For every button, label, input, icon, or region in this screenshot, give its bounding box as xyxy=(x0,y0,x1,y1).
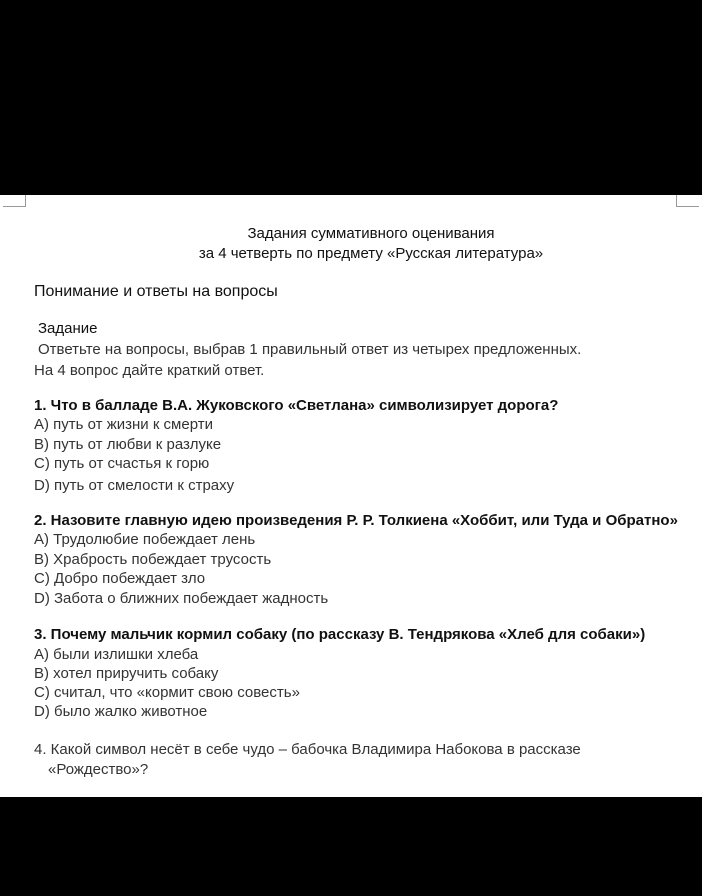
question-4-line2: «Рождество»? xyxy=(48,761,149,778)
question-1-option-b: B) путь от любви к разлуке xyxy=(34,436,222,453)
question-2: 2. Назовите главную идею произведения Р. Р. Толкиена «Хоббит, или Туда и Обратно» xyxy=(34,512,678,529)
question-1-option-c: C) путь от счастья к горю xyxy=(34,455,210,472)
question-3: 3. Почему мальчик кормил собаку (по рассказу В. Тендрякова «Хлеб для собаки») xyxy=(34,626,646,643)
instruction-line1: Ответьте на вопросы, выбрав 1 правильный ответ из четырех предложенных. xyxy=(38,341,582,358)
question-2-option-d: D) Забота о ближних побеждает жадность xyxy=(34,590,329,607)
document-title-line2: за 4 четверть по предмету «Русская литература» xyxy=(198,245,544,262)
question-1-option-d: D) путь от смелости к страху xyxy=(34,477,235,494)
question-3-option-b: B) хотел приручить собаку xyxy=(34,665,219,682)
page-corner-mark-left xyxy=(3,195,26,207)
question-4-line1: 4. Какой символ несёт в себе чудо – бабочка Владимира Набокова в рассказе xyxy=(34,741,581,758)
question-2-option-c: C) Добро побеждает зло xyxy=(34,570,206,587)
instruction-line2: На 4 вопрос дайте краткий ответ. xyxy=(34,362,265,379)
question-1-option-a: A) путь от жизни к смерти xyxy=(34,416,213,433)
question-3-option-c: C) считал, что «кормит свою совесть» xyxy=(34,684,300,701)
section-heading: Понимание и ответы на вопросы xyxy=(34,283,278,300)
question-2-option-a: A) Трудолюбие побеждает лень xyxy=(34,531,256,548)
question-2-option-b: B) Храбрость побеждает трусость xyxy=(34,551,272,568)
question-3-option-d: D) было жалко животное xyxy=(34,703,208,720)
question-3-option-a: A) были излишки хлеба xyxy=(34,646,199,663)
document-title-line1: Задания суммативного оценивания xyxy=(247,225,495,242)
question-1: 1. Что в балладе В.А. Жуковского «Светлана» символизирует дорога? xyxy=(34,397,559,414)
task-label: Задание xyxy=(38,320,98,337)
document-page xyxy=(0,195,702,797)
page-corner-mark-right xyxy=(676,195,699,207)
